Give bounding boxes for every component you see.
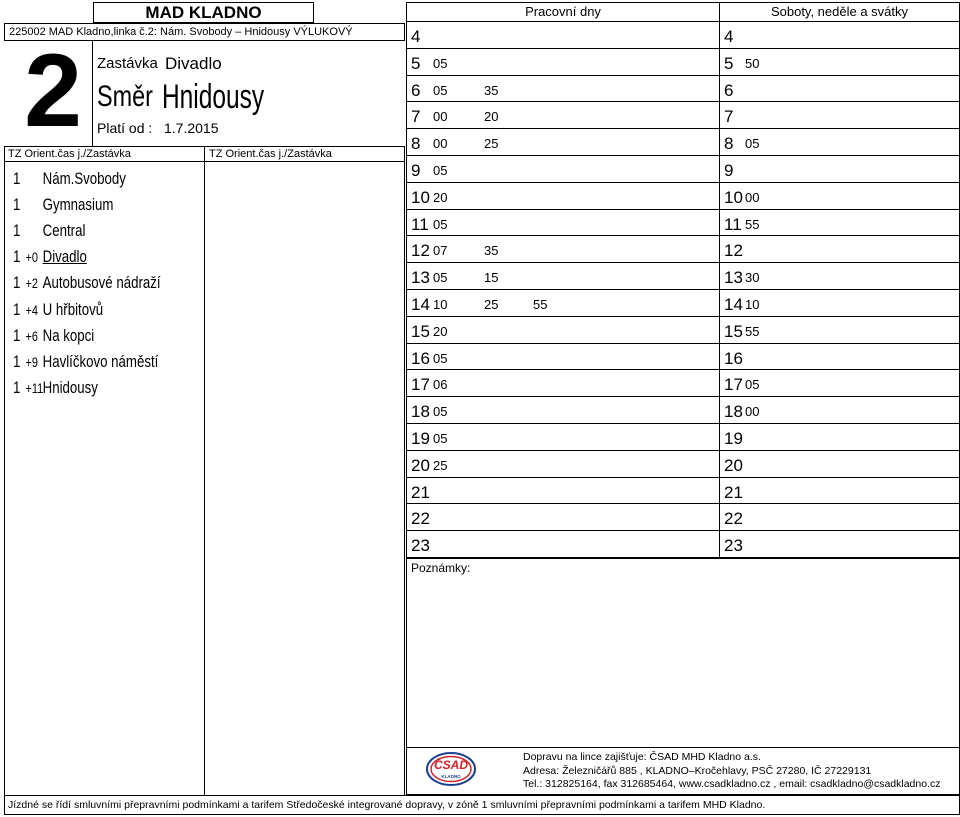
departure-minute: 05 xyxy=(433,404,448,420)
departure-minute: 20 xyxy=(433,189,448,205)
departure-minute: 05 xyxy=(433,216,448,232)
hour-label: 6 xyxy=(411,80,421,100)
stop-name: Gymnasium xyxy=(42,195,114,215)
hour-label: 4 xyxy=(411,27,421,46)
stop-name-current: Divadlo xyxy=(42,247,87,267)
logo-text: ČSAD xyxy=(433,758,469,772)
stop-zone: 1 xyxy=(13,351,21,371)
stop-zone: 1 xyxy=(13,299,21,319)
stop-item xyxy=(13,300,103,322)
departure-minute: 25 xyxy=(484,136,499,152)
stop-name: Hnidousy xyxy=(42,377,98,397)
header-title: MAD KLADNO xyxy=(93,2,314,23)
timetable-row-weekend xyxy=(720,478,960,505)
departure-minute: 00 xyxy=(433,109,448,125)
stop-zone: 1 xyxy=(13,169,21,188)
hour-label: 14 xyxy=(724,295,743,314)
stop-name: U hřbitovů xyxy=(42,299,104,319)
hour-label: 12 xyxy=(411,241,430,261)
hour-label: 8 xyxy=(411,134,421,154)
timetable-row-weekend xyxy=(720,504,960,531)
hour-label: 15 xyxy=(411,321,430,341)
departure-minute: 05 xyxy=(433,163,448,178)
stop-item xyxy=(13,221,85,243)
hour-label: 22 xyxy=(724,509,743,529)
hour-label: 9 xyxy=(411,161,421,180)
departure-minute: 07 xyxy=(433,243,448,259)
hour-label: 21 xyxy=(411,482,430,502)
stop-name: Havlíčkovo náměstí xyxy=(42,351,159,371)
stop-name: Na kopci xyxy=(42,325,95,345)
hour-label: 23 xyxy=(724,536,743,556)
timetable-row-workdays xyxy=(407,531,719,558)
hour-label: 8 xyxy=(724,134,734,154)
hour-label: 7 xyxy=(411,107,421,127)
stops-column-header-right: TZ Orient.čas j./Zastávka xyxy=(204,146,405,162)
timetable-row-weekend xyxy=(720,531,960,558)
stop-offset: +0 xyxy=(25,249,38,266)
hour-label: 19 xyxy=(724,429,743,448)
stop-zone: 1 xyxy=(13,195,21,215)
timetable-row-workdays xyxy=(407,344,719,371)
hour-label: 9 xyxy=(724,161,734,180)
hour-label: 17 xyxy=(411,375,430,395)
timetable-row-workdays xyxy=(407,451,719,478)
hour-label: 12 xyxy=(724,241,743,261)
timetable-row-workdays xyxy=(407,478,719,505)
hour-label: 13 xyxy=(724,268,743,288)
timetable-row-weekend xyxy=(720,397,960,424)
route-description: 225002 MAD Kladno,linka č.2: Nám. Svobody – Hnidousy VÝLUKOVÝ xyxy=(4,23,405,41)
line-number: 2 xyxy=(24,33,78,149)
hour-label: 16 xyxy=(411,348,430,368)
departure-minute: 25 xyxy=(433,457,448,473)
fare-disclaimer: Jízdné se řídí smluvními přepravními podmínkami a tarifem Středočeské integrované dopravy, v zóně 1 smluvními přepravními podmínkami a tarifem MHD Kladno. xyxy=(4,795,960,815)
stop-item xyxy=(13,326,94,348)
stop-offset: +11 xyxy=(25,379,44,396)
hour-label: 14 xyxy=(411,295,430,314)
timetable-row-workdays xyxy=(407,290,719,317)
departure-minute: 35 xyxy=(484,82,499,98)
departure-minute: 55 xyxy=(745,216,760,232)
operator-line-3: Tel.: 312825164, fax 312685464, www.csadkladno.cz , email: csadkladno@csadkladno.cz xyxy=(523,778,941,790)
stop-name: Nám.Svobody xyxy=(42,169,126,188)
stops-column-header-left: TZ Orient.čas j./Zastávka xyxy=(4,146,205,162)
hour-label: 22 xyxy=(411,509,430,529)
timetable-row-workdays xyxy=(407,156,719,183)
direction-name: Hnidousy xyxy=(162,78,265,116)
timetable-row-workdays xyxy=(407,397,719,424)
csad-logo xyxy=(425,751,477,787)
departure-minute: 06 xyxy=(433,377,448,393)
hour-label: 21 xyxy=(724,482,743,502)
timetable-row-weekend xyxy=(720,156,960,183)
stop-zone: 1 xyxy=(13,273,21,293)
departure-minute: 55 xyxy=(745,323,760,339)
hour-label: 15 xyxy=(724,321,743,341)
timetable-row-workdays xyxy=(407,210,719,237)
hour-label: 20 xyxy=(724,455,743,475)
timetable-row-workdays xyxy=(407,424,719,451)
departure-minute: 05 xyxy=(745,377,760,393)
departure-minute: 05 xyxy=(433,431,448,446)
departure-minute: 35 xyxy=(484,243,499,259)
logo-subtext: KLADNO xyxy=(441,774,461,779)
stop-offset: +2 xyxy=(25,275,38,292)
timetable-row-workdays xyxy=(407,22,719,49)
stop-item xyxy=(13,247,87,269)
timetable-row-workdays xyxy=(407,102,719,129)
timetable-row-weekend xyxy=(720,263,960,290)
stop-name: Divadlo xyxy=(165,54,222,73)
timetable-row-workdays xyxy=(407,236,719,263)
notes-label: Poznámky: xyxy=(411,561,471,575)
departure-minute: 00 xyxy=(745,189,760,205)
departure-minute: 25 xyxy=(484,297,499,312)
timetable-row-weekend xyxy=(720,22,960,49)
operator-line-2: Adresa: Železničářů 885 , KLADNO–Kročehlavy, PSČ 27280, IČ 27229131 xyxy=(523,765,872,777)
stop-offset: +4 xyxy=(25,301,38,318)
hour-label: 5 xyxy=(724,53,734,73)
hour-label: 7 xyxy=(724,107,734,127)
timetable-row-workdays xyxy=(407,129,719,156)
departure-minute: 05 xyxy=(433,82,448,98)
operator-line-1: Dopravu na lince zajišťuje: ČSAD MHD Kladno a.s. xyxy=(523,751,761,763)
hour-label: 4 xyxy=(724,27,734,46)
timetable-row-workdays xyxy=(407,183,719,210)
hour-label: 20 xyxy=(411,455,430,475)
departure-minute: 50 xyxy=(745,55,760,71)
timetable-row-workdays xyxy=(407,263,719,290)
departure-minute: 05 xyxy=(433,350,448,366)
departure-minute: 05 xyxy=(745,136,760,152)
stops-list xyxy=(4,161,205,795)
timetable-row-weekend xyxy=(720,76,960,103)
stop-offset: +9 xyxy=(25,353,38,370)
stop-offset: +6 xyxy=(25,327,38,344)
stop-name: Central xyxy=(42,221,86,241)
timetable-row-weekend xyxy=(720,290,960,317)
hour-label: 17 xyxy=(724,375,743,395)
departure-minute: 20 xyxy=(484,109,499,125)
direction-label: Směr xyxy=(97,80,153,113)
timetable-row-weekend xyxy=(720,236,960,263)
departure-minute: 15 xyxy=(484,270,499,286)
stop-item xyxy=(13,195,113,217)
stop-zone: 1 xyxy=(13,377,21,397)
hour-label: 19 xyxy=(411,429,430,448)
hour-label: 11 xyxy=(724,214,742,234)
timetable-row-weekend xyxy=(720,370,960,397)
timetable-row-weekend xyxy=(720,183,960,210)
stops-list-secondary xyxy=(204,161,405,795)
timetable-row-workdays xyxy=(407,370,719,397)
departure-minute: 05 xyxy=(433,55,448,71)
stop-zone: 1 xyxy=(13,247,21,267)
timetable-row-weekend xyxy=(720,451,960,478)
hour-label: 23 xyxy=(411,536,430,556)
timetable-row-weekend xyxy=(720,49,960,76)
stop-item xyxy=(13,273,161,295)
valid-from-date: 1.7.2015 xyxy=(164,120,219,136)
hour-label: 5 xyxy=(411,53,421,73)
hour-label: 10 xyxy=(724,187,743,207)
hour-label: 11 xyxy=(411,214,429,234)
departure-minute: 10 xyxy=(745,297,760,312)
departure-minute: 20 xyxy=(433,323,448,339)
weekend-header: Soboty, neděle a svátky xyxy=(719,2,960,22)
valid-from-label: Platí od : xyxy=(97,120,153,136)
hour-label: 10 xyxy=(411,187,430,207)
timetable-row-weekend xyxy=(720,129,960,156)
hour-label: 18 xyxy=(724,402,743,422)
stop-name: Autobusové nádraží xyxy=(42,273,161,293)
stop-item xyxy=(13,352,158,374)
workdays-header: Pracovní dny xyxy=(406,2,720,22)
timetable-row-workdays xyxy=(407,504,719,531)
hour-label: 6 xyxy=(724,80,734,100)
stop-item xyxy=(13,169,126,191)
timetable-row-weekend xyxy=(720,102,960,129)
stop-zone: 1 xyxy=(13,221,21,241)
timetable-row-weekend xyxy=(720,210,960,237)
timetable-row-workdays xyxy=(407,49,719,76)
departure-minute: 55 xyxy=(533,297,548,312)
stop-label: Zastávka xyxy=(97,55,158,72)
hour-label: 18 xyxy=(411,402,430,422)
stop-item xyxy=(13,378,98,400)
timetable-row-workdays xyxy=(407,76,719,103)
hour-label: 16 xyxy=(724,348,743,368)
stop-zone: 1 xyxy=(13,325,21,345)
timetable-row-weekend xyxy=(720,317,960,344)
departure-minute: 10 xyxy=(433,297,448,312)
timetable-row-weekend xyxy=(720,344,960,371)
departure-minute: 00 xyxy=(433,136,448,152)
departure-minute: 30 xyxy=(745,270,760,286)
departure-minute: 05 xyxy=(433,270,448,286)
timetable-row-weekend xyxy=(720,424,960,451)
departure-minute: 00 xyxy=(745,404,760,420)
timetable-row-workdays xyxy=(407,317,719,344)
hour-label: 13 xyxy=(411,268,430,288)
